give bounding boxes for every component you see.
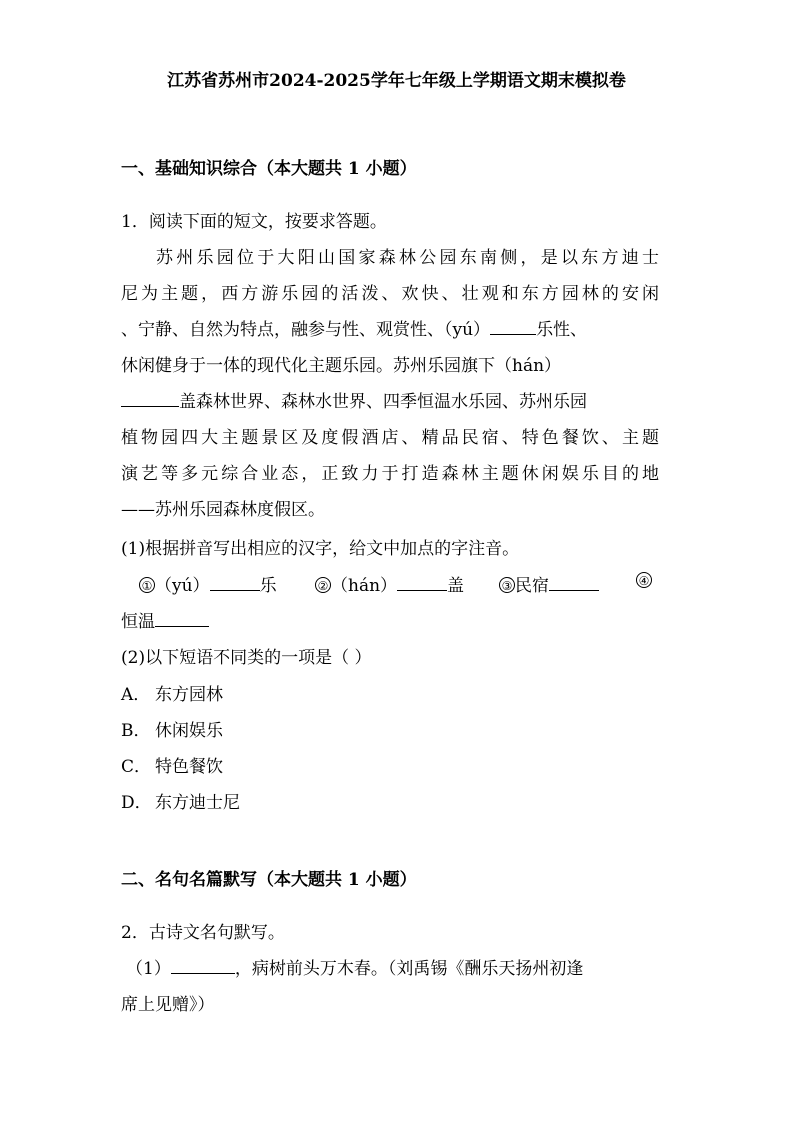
sub-question-1-item-3 xyxy=(499,571,599,596)
passage-line-4: 休闲健身于一体的现代化主题乐园。苏州乐园旗下（hán） xyxy=(121,356,562,376)
passage-line-7: 演艺等多元综合业态，正致力于打造森林主题休闲娱乐目的地 xyxy=(121,464,659,484)
poem-answer-blank[interactable] xyxy=(171,959,235,974)
option-a[interactable] xyxy=(121,680,223,705)
answer-blank-1[interactable] xyxy=(210,576,260,591)
option-d-letter: D． xyxy=(121,793,152,813)
option-d[interactable] xyxy=(121,788,240,813)
passage-line-6: 植物园四大主题景区及度假酒店、精品民宿、特色餐饮、主题 xyxy=(121,428,659,448)
option-b[interactable] xyxy=(121,716,223,741)
passage-line-1: 苏州乐园位于大阳山国家森林公园东南侧，是以东方迪士 xyxy=(156,248,659,268)
option-a-letter: A． xyxy=(121,685,151,705)
circled-number-1: ① xyxy=(139,577,155,593)
option-d-text: 东方迪士尼 xyxy=(155,793,240,813)
option-c-text: 特色餐饮 xyxy=(155,757,223,777)
passage-line-5-text: 盖森林世界、森林水世界、四季恒温水乐园、苏州乐园 xyxy=(179,392,587,412)
pinyin-yu: （yú） xyxy=(155,576,210,596)
option-b-letter: B． xyxy=(121,721,151,741)
circled-number-2: ② xyxy=(315,577,331,593)
option-a-text: 东方园林 xyxy=(155,685,223,705)
passage-line-5 xyxy=(121,387,587,412)
sub-question-1-item-1 xyxy=(139,571,277,596)
option-c[interactable] xyxy=(121,752,223,777)
sub-question-1-item-4-num xyxy=(636,571,652,591)
sub-question-1-prompt: (1)根据拼音写出相应的汉字，给文中加点的字注音。 xyxy=(121,539,520,559)
passage-line-3-text: 、宁静、自然为特点，融参与性、观赏性、（yú） xyxy=(121,320,491,340)
sub-question-2-prompt: (2)以下短语不同类的一项是（ ） xyxy=(121,648,372,668)
passage-line-2: 尼为主题，西方游乐园的活泼、欢快、壮观和东方园林的安闲 xyxy=(121,284,659,304)
question-2-item-1-cont: 席上见赠》） xyxy=(121,995,215,1015)
option-c-letter: C． xyxy=(121,757,152,777)
question-2-item-1 xyxy=(126,954,583,979)
option-b-text: 休闲娱乐 xyxy=(155,721,223,741)
item-3-label: 民宿 xyxy=(515,576,549,596)
circled-number-3: ③ xyxy=(499,577,515,593)
pinyin-han: （hán） xyxy=(331,576,398,596)
blank-yu[interactable] xyxy=(490,320,536,335)
blank-han[interactable] xyxy=(121,392,179,407)
page-title: 江苏省苏州市2024-2025学年七年级上学期语文期末模拟卷 xyxy=(167,71,626,91)
answer-blank-4[interactable] xyxy=(155,612,209,627)
section-1-heading: 一、基础知识综合（本大题共 1 小题） xyxy=(121,159,417,179)
passage-line-3-tail: 乐性、 xyxy=(536,320,588,340)
item-4-label: 恒温 xyxy=(121,612,155,632)
item-1-after: 乐 xyxy=(259,576,277,596)
item-2-after: 盖 xyxy=(447,576,465,596)
item-1-text: ，病树前头万木春。（刘禹锡《酬乐天扬州初逢 xyxy=(234,959,584,979)
passage-line-8: ——苏州乐园森林度假区。 xyxy=(121,500,325,520)
sub-question-1-item-2 xyxy=(315,571,464,596)
passage-line-3 xyxy=(121,315,587,340)
circled-number-4: ④ xyxy=(636,572,652,588)
sub-question-1-item-4 xyxy=(121,607,209,632)
answer-blank-2[interactable] xyxy=(397,576,447,591)
item-1-prefix: （1） xyxy=(126,959,171,979)
question-1-intro: 1．阅读下面的短文，按要求答题。 xyxy=(121,212,387,232)
question-2-intro: 2．古诗文名句默写。 xyxy=(121,923,285,943)
section-2-heading: 二、名句名篇默写（本大题共 1 小题） xyxy=(121,870,417,890)
answer-blank-3[interactable] xyxy=(549,576,599,591)
